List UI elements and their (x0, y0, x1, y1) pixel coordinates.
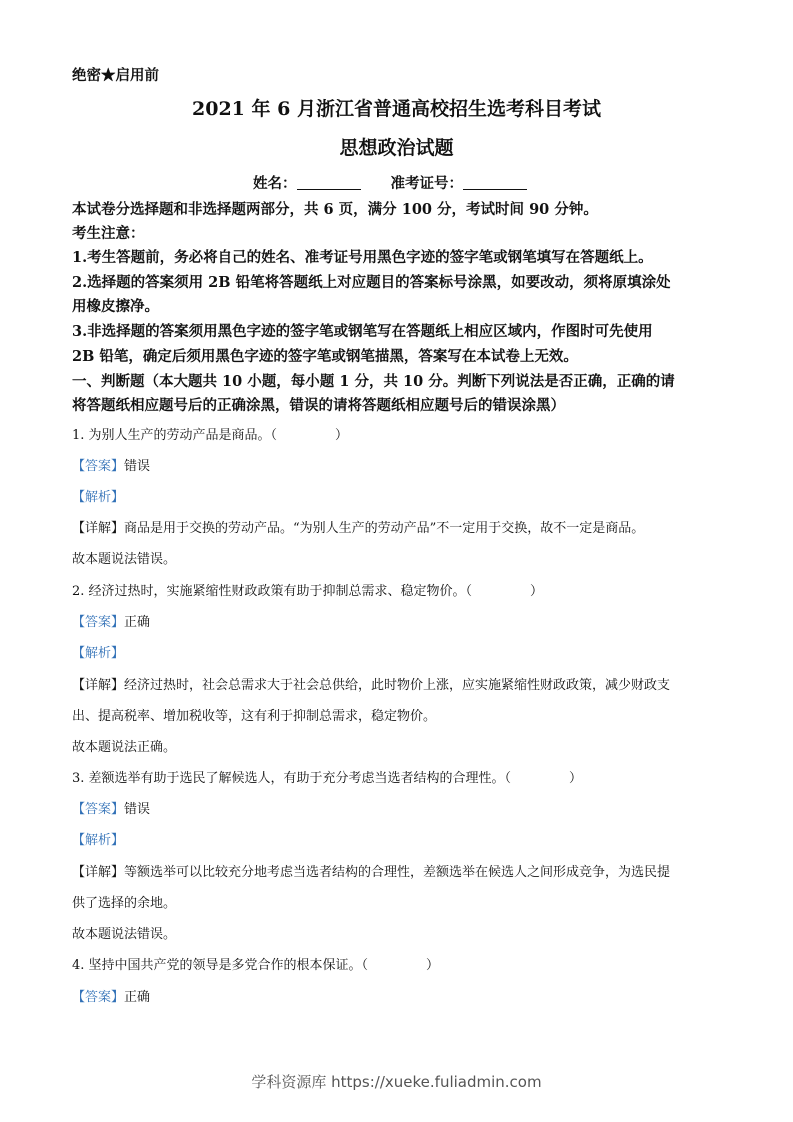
answer-tag: 【答案】 (72, 802, 125, 817)
notice-2-line2: 用橡皮擦净。 (72, 298, 159, 315)
exam-intro: 本试卷分选择题和非选择题两部分，共 6 页，满分 100 分，考试时间 90 分钟。 (72, 201, 598, 218)
notice-3-line1: 3.非选择题的答案须用黑色字迹的签字笔或钢笔写在答题纸上相应区域内，作图时可先使用 (72, 323, 653, 340)
question-3-answer: 【答案】错误 (72, 802, 151, 817)
question-2-stem: 2. 经济过热时，实施紧缩性财政政策有助于抑制总需求、稳定物价。（ ） (72, 584, 544, 599)
name-label: 姓名： (253, 175, 297, 192)
question-1-detail: 【详解】商品是用于交换的劳动产品。“为别人生产的劳动产品”不一定用于交换，故不一定是商品。 (72, 521, 645, 536)
question-4-answer: 【答案】正确 (72, 990, 151, 1005)
question-4-stem: 4. 坚持中国共产党的领导是多党合作的根本保证。（ ） (72, 958, 440, 973)
footer-watermark: 学科资源库 https://xueke.fuliadmin.com (251, 1073, 542, 1091)
question-2-detail-line2: 出、提高税率、增加税收等，这有利于抑制总需求，稳定物价。 (72, 709, 437, 724)
notice-3-line2: 2B 铅笔，确定后须用黑色字迹的签字笔或钢笔描黑，答案写在本试卷上无效。 (72, 348, 578, 365)
notice-title: 考生注意： (72, 225, 145, 242)
analysis-tag: 【解析】 (72, 833, 125, 848)
question-1-stem: 1. 为别人生产的劳动产品是商品。（ ） (72, 428, 349, 443)
question-2-analysis (72, 642, 124, 661)
question-1-analysis (72, 486, 124, 505)
question-3-conclusion: 故本题说法错误。 (72, 927, 177, 942)
candidate-info-row (253, 172, 527, 193)
answer-tag: 【答案】 (72, 990, 125, 1005)
name-blank (297, 175, 361, 190)
notice-2-line1: 2.选择题的答案须用 2B 铅笔将答题纸上对应题目的答案标号涂黑，如要改动，须将原填涂处 (72, 274, 671, 291)
notice-1: 1.考生答题前，务必将自己的姓名、准考证号用黑色字迹的签字笔或钢笔填写在答题纸上。 (72, 249, 653, 266)
question-3-detail-line2: 供了选择的余地。 (72, 896, 177, 911)
analysis-tag: 【解析】 (72, 490, 125, 505)
exam-title: 2021 年 6 月浙江省普通高校招生选考科目考试 (192, 98, 601, 120)
detail-tag: 【详解】 (72, 865, 125, 880)
question-2-answer: 【答案】正确 (72, 615, 151, 630)
confidential-label: 绝密★启用前 (72, 67, 159, 84)
answer-tag: 【答案】 (72, 459, 125, 474)
section-heading-line2: 将答题纸相应题号后的正确涂黑，错误的请将答题纸相应题号后的错误涂黑） (72, 397, 565, 414)
ticket-blank (463, 175, 527, 190)
section-heading-line1: 一、判断题（本大题共 10 小题，每小题 1 分，共 10 分。判断下列说法是否正确，正确的请 (72, 373, 675, 390)
question-2-detail-line1: 【详解】经济过热时，社会总需求大于社会总供给，此时物价上涨，应实施紧缩性财政政策，减少财政支 (72, 678, 671, 693)
ticket-label: 准考证号： (390, 175, 463, 192)
question-1-conclusion: 故本题说法错误。 (72, 552, 177, 567)
question-2-conclusion: 故本题说法正确。 (72, 740, 177, 755)
detail-tag: 【详解】 (72, 521, 125, 536)
subject-title: 思想政治试题 (339, 137, 454, 159)
question-1-answer: 【答案】错误 (72, 459, 151, 474)
question-3-analysis (72, 829, 124, 848)
answer-tag: 【答案】 (72, 615, 125, 630)
detail-tag: 【详解】 (72, 678, 125, 693)
question-3-stem: 3. 差额选举有助于选民了解候选人，有助于充分考虑当选者结构的合理性。（ ） (72, 771, 583, 786)
question-3-detail-line1: 【详解】等额选举可以比较充分地考虑当选者结构的合理性，差额选举在候选人之间形成竞争，为选民提 (72, 865, 671, 880)
analysis-tag: 【解析】 (72, 646, 125, 661)
